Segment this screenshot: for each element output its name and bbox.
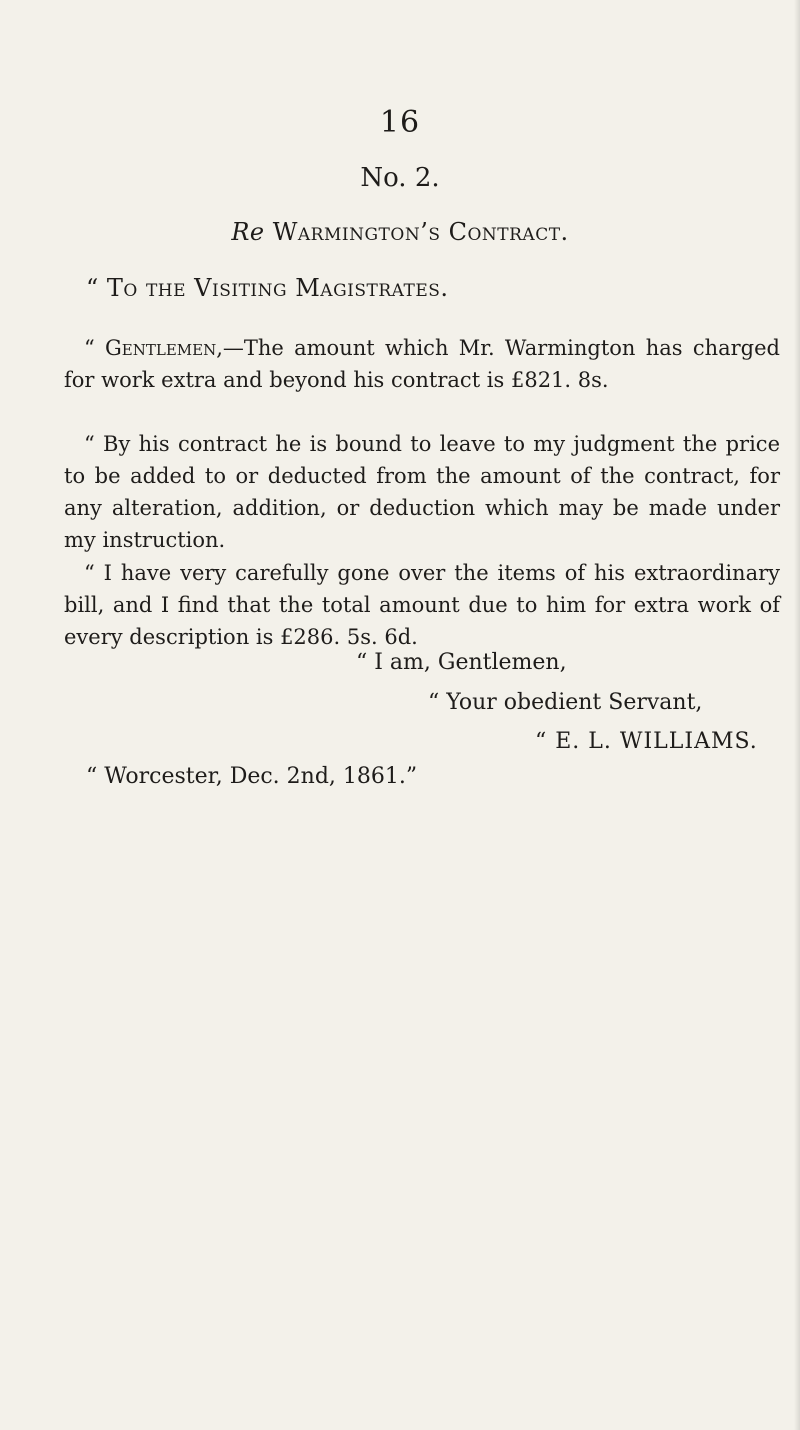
paragraph-2: “ By his contract he is bound to leave to my judgment the price to be added to or deducted from the amount of the contract, for any alteration, addition, or deduction which may be made under my instruction. [64, 432, 780, 552]
closing-line-2: “ Your obedient Servant, [428, 690, 703, 715]
salutation: “ Gentlemen, [84, 336, 223, 360]
paragraph-3: “ I have very carefully gone over the items of his extraordinary bill, and I find that the total amount due to him for extra work of every description is £286. 5s. 6d. [64, 561, 780, 649]
title-subject: Warmington’s Contract. [272, 218, 569, 246]
page-number: 16 [379, 105, 421, 140]
paragraph-1-text: —The amount which Mr. Warmington has charged for work extra and beyond his contract is £821. 8s. [64, 336, 780, 392]
title-re: Re [231, 218, 265, 246]
document-title [0, 218, 800, 246]
document-number: No. 2. [360, 163, 440, 193]
place-and-date: “ Worcester, Dec. 2nd, 1861.” [86, 764, 418, 789]
paragraph-1 [64, 332, 780, 396]
closing-line-1: “ I am, Gentlemen, [356, 650, 567, 675]
addressee: “ To the Visiting Magistrates. [86, 274, 449, 302]
page-edge-shadow [794, 0, 800, 1430]
signature: “ E. L. WILLIAMS. [535, 729, 758, 754]
